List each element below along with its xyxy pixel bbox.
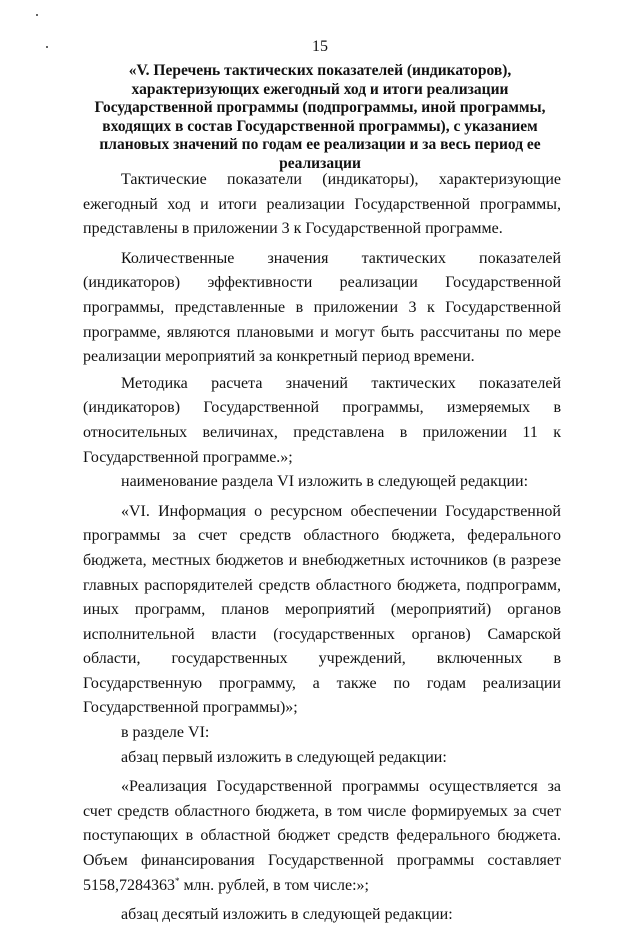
financing-tail: млн. рублей, в том числе:»;: [179, 876, 369, 894]
paragraph-in-section-vi: в разделе VI:: [121, 724, 210, 742]
paragraph-section-vi-rename: наименование раздела VI изложить в следующей редакции:: [121, 473, 529, 491]
paragraph-indicators-annex-3: Тактические показатели (индикаторы), характеризующие ежегодный ход и итоги реализации Государственной программы, представлены в приложении 3 к Государственной программе.: [83, 171, 561, 238]
paragraph-tenth-abzats: абзац десятый изложить в следующей редакции:: [121, 906, 453, 924]
paragraph-section-vi-title: «VI. Информация о ресурсном обеспечении Государственной программы за счет средств областного бюджета, федерального бюджета, местных бюджетов и внебюджетных источников (в разрезе главных распорядителей средств областного бюджета, подпрограмм, иных программ, планов мероприятий (мероприятий) органов исполнительной власти (государственных органов) Самарской области, государственных учреждений, включенных в Государственную программу, а также по годам реализации Государственной программы)»;: [83, 502, 561, 717]
scan-speck: [36, 14, 38, 16]
footnote-mark: *: [175, 875, 180, 886]
section-v-title: «V. Перечень тактических показателей (индикаторов), характеризующих ежегодный ход и итоги реализации Государственной программы (подпрограммы, иной программы, входящих в состав Государственной программы), с указанием плановых значений по годам ее реализации и за весь период ее реализации: [94, 62, 546, 172]
paragraph-financing: [83, 775, 561, 898]
financing-text: «Реализация Государственной программы осуществляется за счет средств областного бюджета, в том числе формируемых за счет поступающих в областной бюджет средств федерального бюджета. Объем финансирования Государственной программы составляет 5158,7284363: [83, 778, 561, 894]
document-body: [83, 168, 561, 928]
page-number: 15: [312, 38, 328, 55]
paragraph-indicator-values: Количественные значения тактических показателей (индикаторов) эффективности реализации Государственной программы, представленные в приложении 3 к Государственной программе, являются плановыми и могут быть рассчитаны по мере реализации мероприятий за конкретный период времени.: [83, 249, 561, 366]
paragraph-first-abzats: абзац первый изложить в следующей редакции:: [121, 748, 447, 766]
paragraph-calculation-method: Методика расчета значений тактических показателей (индикаторов) Государственной программы, измеряемых в относительных величинах, представлена в приложении 11 к Государственной программе.»;: [83, 374, 561, 466]
